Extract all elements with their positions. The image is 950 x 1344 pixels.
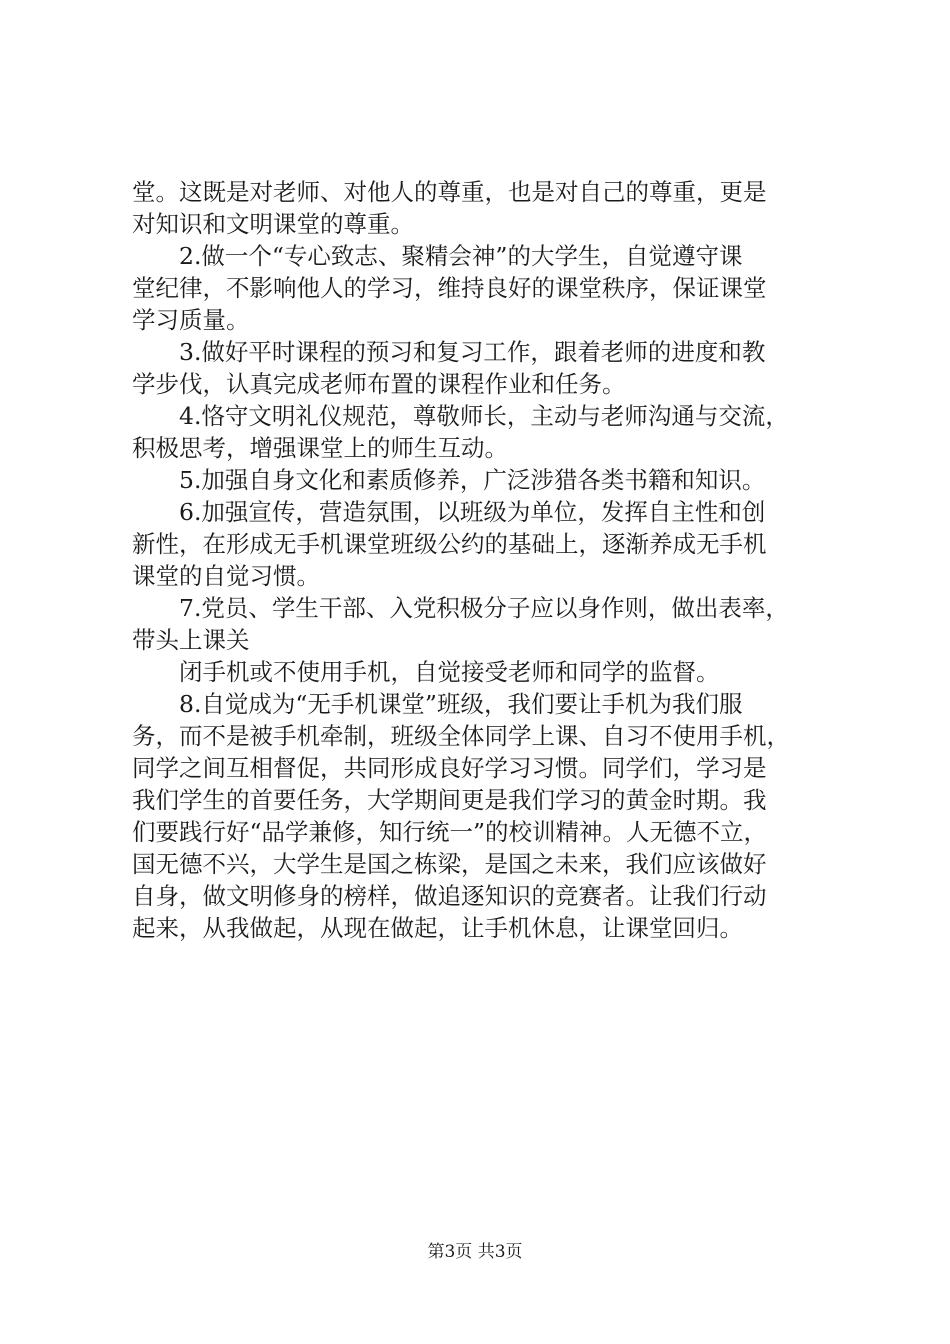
text-line: 积极思考，增强课堂上的师生互动。 bbox=[132, 434, 508, 462]
text-line: 新性，在形成无手机课堂班级公约的基础上，逐渐养成无手机 bbox=[132, 530, 767, 558]
text-line: 自身，做文明修身的榜样，做追逐知识的竞赛者。让我们行动 bbox=[132, 882, 767, 910]
text-line: 起来，从我做起，从现在做起，让手机休息，让课堂回归。 bbox=[132, 914, 743, 942]
text-line: 6.加强宣传，营造氛围，以班级为单位，发挥自主性和创 bbox=[179, 498, 766, 526]
text-line: 带头上课关 bbox=[132, 626, 250, 654]
text-line: 同学之间互相督促，共同形成良好学习习惯。同学们，学习是 bbox=[132, 754, 767, 782]
document-body bbox=[132, 176, 832, 944]
text-line: 闭手机或不使用手机，自觉接受老师和同学的监督。 bbox=[179, 658, 720, 686]
text-line: 务，而不是被手机牵制，班级全体同学上课、自习不使用手机， bbox=[132, 722, 790, 750]
text-line: 课堂的自觉习惯。 bbox=[132, 562, 320, 590]
text-line: 3.做好平时课程的预习和复习工作，跟着老师的进度和教 bbox=[179, 338, 766, 366]
text-line: 堂纪律，不影响他人的学习，维持良好的课堂秩序，保证课堂 bbox=[132, 274, 767, 302]
page-number: 第3页 共3页 bbox=[427, 1242, 523, 1262]
text-line: 8.自觉成为“无手机课堂”班级，我们要让手机为我们服 bbox=[179, 690, 743, 718]
text-line: 学习质量。 bbox=[132, 306, 250, 334]
text-line: 2.做一个“专心致志、聚精会神”的大学生，自觉遵守课 bbox=[179, 242, 743, 270]
text-line: 学步伐，认真完成老师布置的课程作业和任务。 bbox=[132, 370, 626, 398]
text-line: 堂。这既是对老师、对他人的尊重，也是对自己的尊重，更是 bbox=[132, 178, 767, 206]
text-line: 我们学生的首要任务，大学期间更是我们学习的黄金时期。我 bbox=[132, 786, 767, 814]
text-line: 们要践行好“品学兼修，知行统一”的校训精神。人无德不立， bbox=[132, 818, 768, 846]
page-footer bbox=[0, 1240, 950, 1264]
text-line: 国无德不兴，大学生是国之栋梁，是国之未来，我们应该做好 bbox=[132, 850, 767, 878]
text-line: 4.恪守文明礼仪规范，尊敬师长，主动与老师沟通与交流， bbox=[179, 402, 789, 430]
text-line: 5.加强自身文化和素质修养，广泛涉猎各类书籍和知识。 bbox=[179, 466, 766, 494]
text-line: 对知识和文明课堂的尊重。 bbox=[132, 210, 414, 238]
text-line: 7.党员、学生干部、入党积极分子应以身作则，做出表率， bbox=[179, 594, 789, 622]
